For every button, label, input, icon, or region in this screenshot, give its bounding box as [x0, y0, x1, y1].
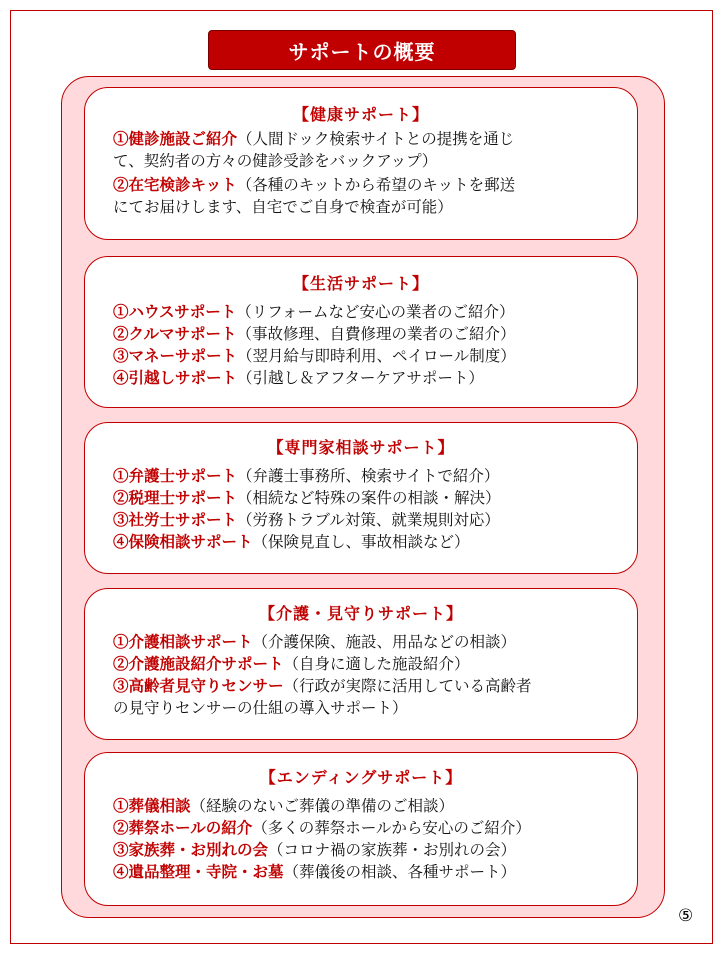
item-desc: （保険見直し、事故相談など）: [252, 533, 470, 551]
item-desc: （自身に適した施設紹介）: [283, 655, 470, 673]
item-name: ④遺品整理・寺院・お墓: [113, 862, 284, 881]
section-title: 【生活サポート】: [292, 274, 429, 293]
list-item: [113, 861, 623, 883]
item-name: ②在宅検診キット: [113, 175, 237, 194]
page-number: ⑤: [678, 906, 694, 926]
item-desc: （事故修理、自費修理の業者のご紹介）: [236, 325, 516, 343]
item-desc-continued: て、契約者の方々の健診受診をバックアップ）: [113, 152, 438, 170]
item-desc: （相続など特殊の案件の相談・解決）: [237, 489, 501, 507]
list-item: [113, 509, 623, 531]
item-name: ④保険相談サポート: [113, 532, 253, 551]
section-title: 【健康サポート】: [292, 105, 429, 124]
list-item: [113, 653, 623, 675]
item-name: ①葬儀相談: [113, 796, 191, 815]
list-item: [113, 817, 623, 839]
item-name: ①介護相談サポート: [113, 632, 253, 651]
item-desc: （介護保険、施設、用品などの相談）: [252, 633, 517, 651]
item-name: ④引越しサポート: [113, 368, 238, 387]
item-desc: （翌月給与即時利用、ペイロール制度）: [237, 347, 516, 365]
section-health: [84, 87, 638, 240]
section-title: 【エンディングサポート】: [259, 768, 463, 787]
list-item: [113, 487, 623, 509]
item-name: ①ハウスサポート: [113, 302, 237, 321]
item-name: ③マネーサポート: [113, 346, 238, 365]
list-item: [113, 675, 623, 697]
item-desc: （人間ドック検索サイトとの提携を通じ: [237, 130, 515, 148]
list-item: [113, 323, 623, 345]
item-name: ①弁護士サポート: [113, 466, 238, 485]
item-name: ②介護施設紹介サポート: [113, 654, 284, 673]
section-ending: [84, 752, 638, 906]
item-name: ③高齢者見守りセンサー: [113, 676, 284, 695]
item-name: ②税理士サポート: [113, 488, 238, 507]
section-expert: [84, 422, 638, 574]
item-name: ③家族葬・お別れの会: [113, 840, 269, 859]
section-care: [84, 588, 638, 740]
item-name: ③社労士サポート: [113, 510, 238, 529]
item-name: ①健診施設ご紹介: [113, 129, 238, 148]
item-desc: （コロナ禍の家族葬・お別れの会）: [268, 841, 517, 859]
item-desc: （リフォームなど安心の業者のご紹介）: [236, 303, 515, 321]
item-desc-continued: の見守りセンサーの仕組の導入サポート）: [113, 699, 408, 717]
page-title: サポートの概要: [208, 30, 516, 70]
list-item: [113, 795, 623, 817]
item-desc: （引越し＆アフターケアサポート）: [237, 369, 484, 387]
item-desc: （弁護士事務所、検索サイトで紹介）: [237, 467, 500, 485]
item-desc: （労務トラブル対策、就業規則対応）: [237, 511, 500, 529]
item-name: ②クルマサポート: [113, 324, 237, 343]
section-title: 【介護・見守りサポート】: [258, 604, 463, 623]
item-desc: （各種のキットから希望のキットを郵送: [236, 176, 516, 194]
item-desc: （経験のないご葬儀の準備のご相談）: [190, 797, 455, 815]
list-item: [113, 839, 623, 861]
item-desc: （行政が実際に活用している高齢者: [283, 677, 532, 695]
item-desc-continued: にてお届けします、自宅でご自身で検査が可能）: [113, 198, 453, 216]
list-item: [113, 345, 623, 367]
list-item: [113, 465, 623, 487]
section-life: [84, 256, 638, 408]
list-item: [113, 128, 623, 150]
list-item: [113, 367, 623, 389]
list-item: [113, 301, 623, 323]
list-item: [113, 631, 623, 653]
list-item: [113, 174, 623, 196]
item-desc: （葬儀後の相談、各種サポート）: [283, 863, 517, 881]
list-item: [113, 531, 623, 553]
section-title: 【専門家相談サポート】: [267, 438, 455, 457]
item-name: ②葬祭ホールの紹介: [113, 818, 253, 837]
item-desc: （多くの葬祭ホールから安心のご紹介）: [252, 819, 531, 837]
